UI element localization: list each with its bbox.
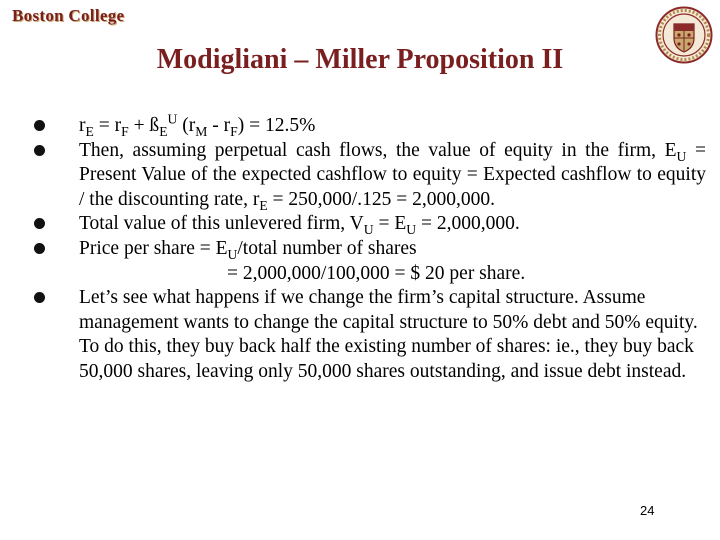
bullet-dot-icon bbox=[34, 145, 45, 156]
bullet-dot-icon bbox=[34, 243, 45, 254]
text: Total value of this unlevered firm, V bbox=[79, 213, 364, 235]
slide-title: Modigliani – Miller Proposition II bbox=[156, 44, 564, 75]
text: r bbox=[79, 115, 86, 136]
subscript: U bbox=[227, 246, 238, 262]
subscript: U bbox=[676, 148, 687, 164]
superscript: U bbox=[167, 111, 178, 127]
text: = 250,000/.125 = 2,000,000. bbox=[267, 188, 495, 210]
bullet-item-capital-structure bbox=[34, 286, 706, 384]
subscript: U bbox=[406, 222, 417, 238]
slide-number: 24 bbox=[640, 503, 655, 518]
text: Let’s see what happens if we change the firm’s capital structure. Assume management wants to change the capital structure to 50% debt and 50% equity. To do this, they buy back half the existing number of shares: ie., they buy back 50,000 shares, leaving only 50,000 shares outstanding, and issue debt instead. bbox=[79, 287, 698, 382]
subscript: E bbox=[85, 123, 94, 139]
text: = r bbox=[93, 115, 122, 136]
text: = E bbox=[373, 213, 407, 235]
subscript: E bbox=[259, 197, 268, 213]
text: Price per share = E bbox=[79, 237, 228, 259]
bullet-item-price-per-share bbox=[34, 237, 706, 286]
bullet-item-capm bbox=[34, 111, 706, 139]
price-calculation-line: = 2,000,000/100,000 = $ 20 per share. bbox=[227, 262, 526, 284]
bullet-item-equity-value bbox=[34, 139, 706, 213]
bullet-item-firm-value bbox=[34, 212, 706, 237]
text: Then, assuming perpetual cash flows, the value of equity in the firm, E bbox=[79, 139, 677, 161]
bullet-list bbox=[34, 111, 706, 385]
subscript: F bbox=[230, 123, 238, 139]
institution-wordmark: Boston College bbox=[12, 6, 125, 25]
subscript: F bbox=[121, 123, 129, 139]
subscript: U bbox=[363, 222, 374, 238]
text: = Present Value of the expected cashflow to equity = Expected cashflow to equity / the discounting rate, r bbox=[79, 139, 706, 210]
bullet-dot-icon bbox=[34, 120, 45, 131]
subscript: E bbox=[159, 123, 168, 139]
text: + ß bbox=[128, 115, 160, 136]
text: ) = 12.5% bbox=[237, 115, 316, 136]
text: - r bbox=[207, 115, 231, 136]
bullet-dot-icon bbox=[34, 292, 45, 303]
bullet-dot-icon bbox=[34, 218, 45, 229]
subscript: M bbox=[195, 123, 208, 139]
text: (r bbox=[177, 115, 196, 136]
text: /total number of shares bbox=[237, 237, 417, 259]
text: = 2,000,000. bbox=[416, 213, 520, 235]
